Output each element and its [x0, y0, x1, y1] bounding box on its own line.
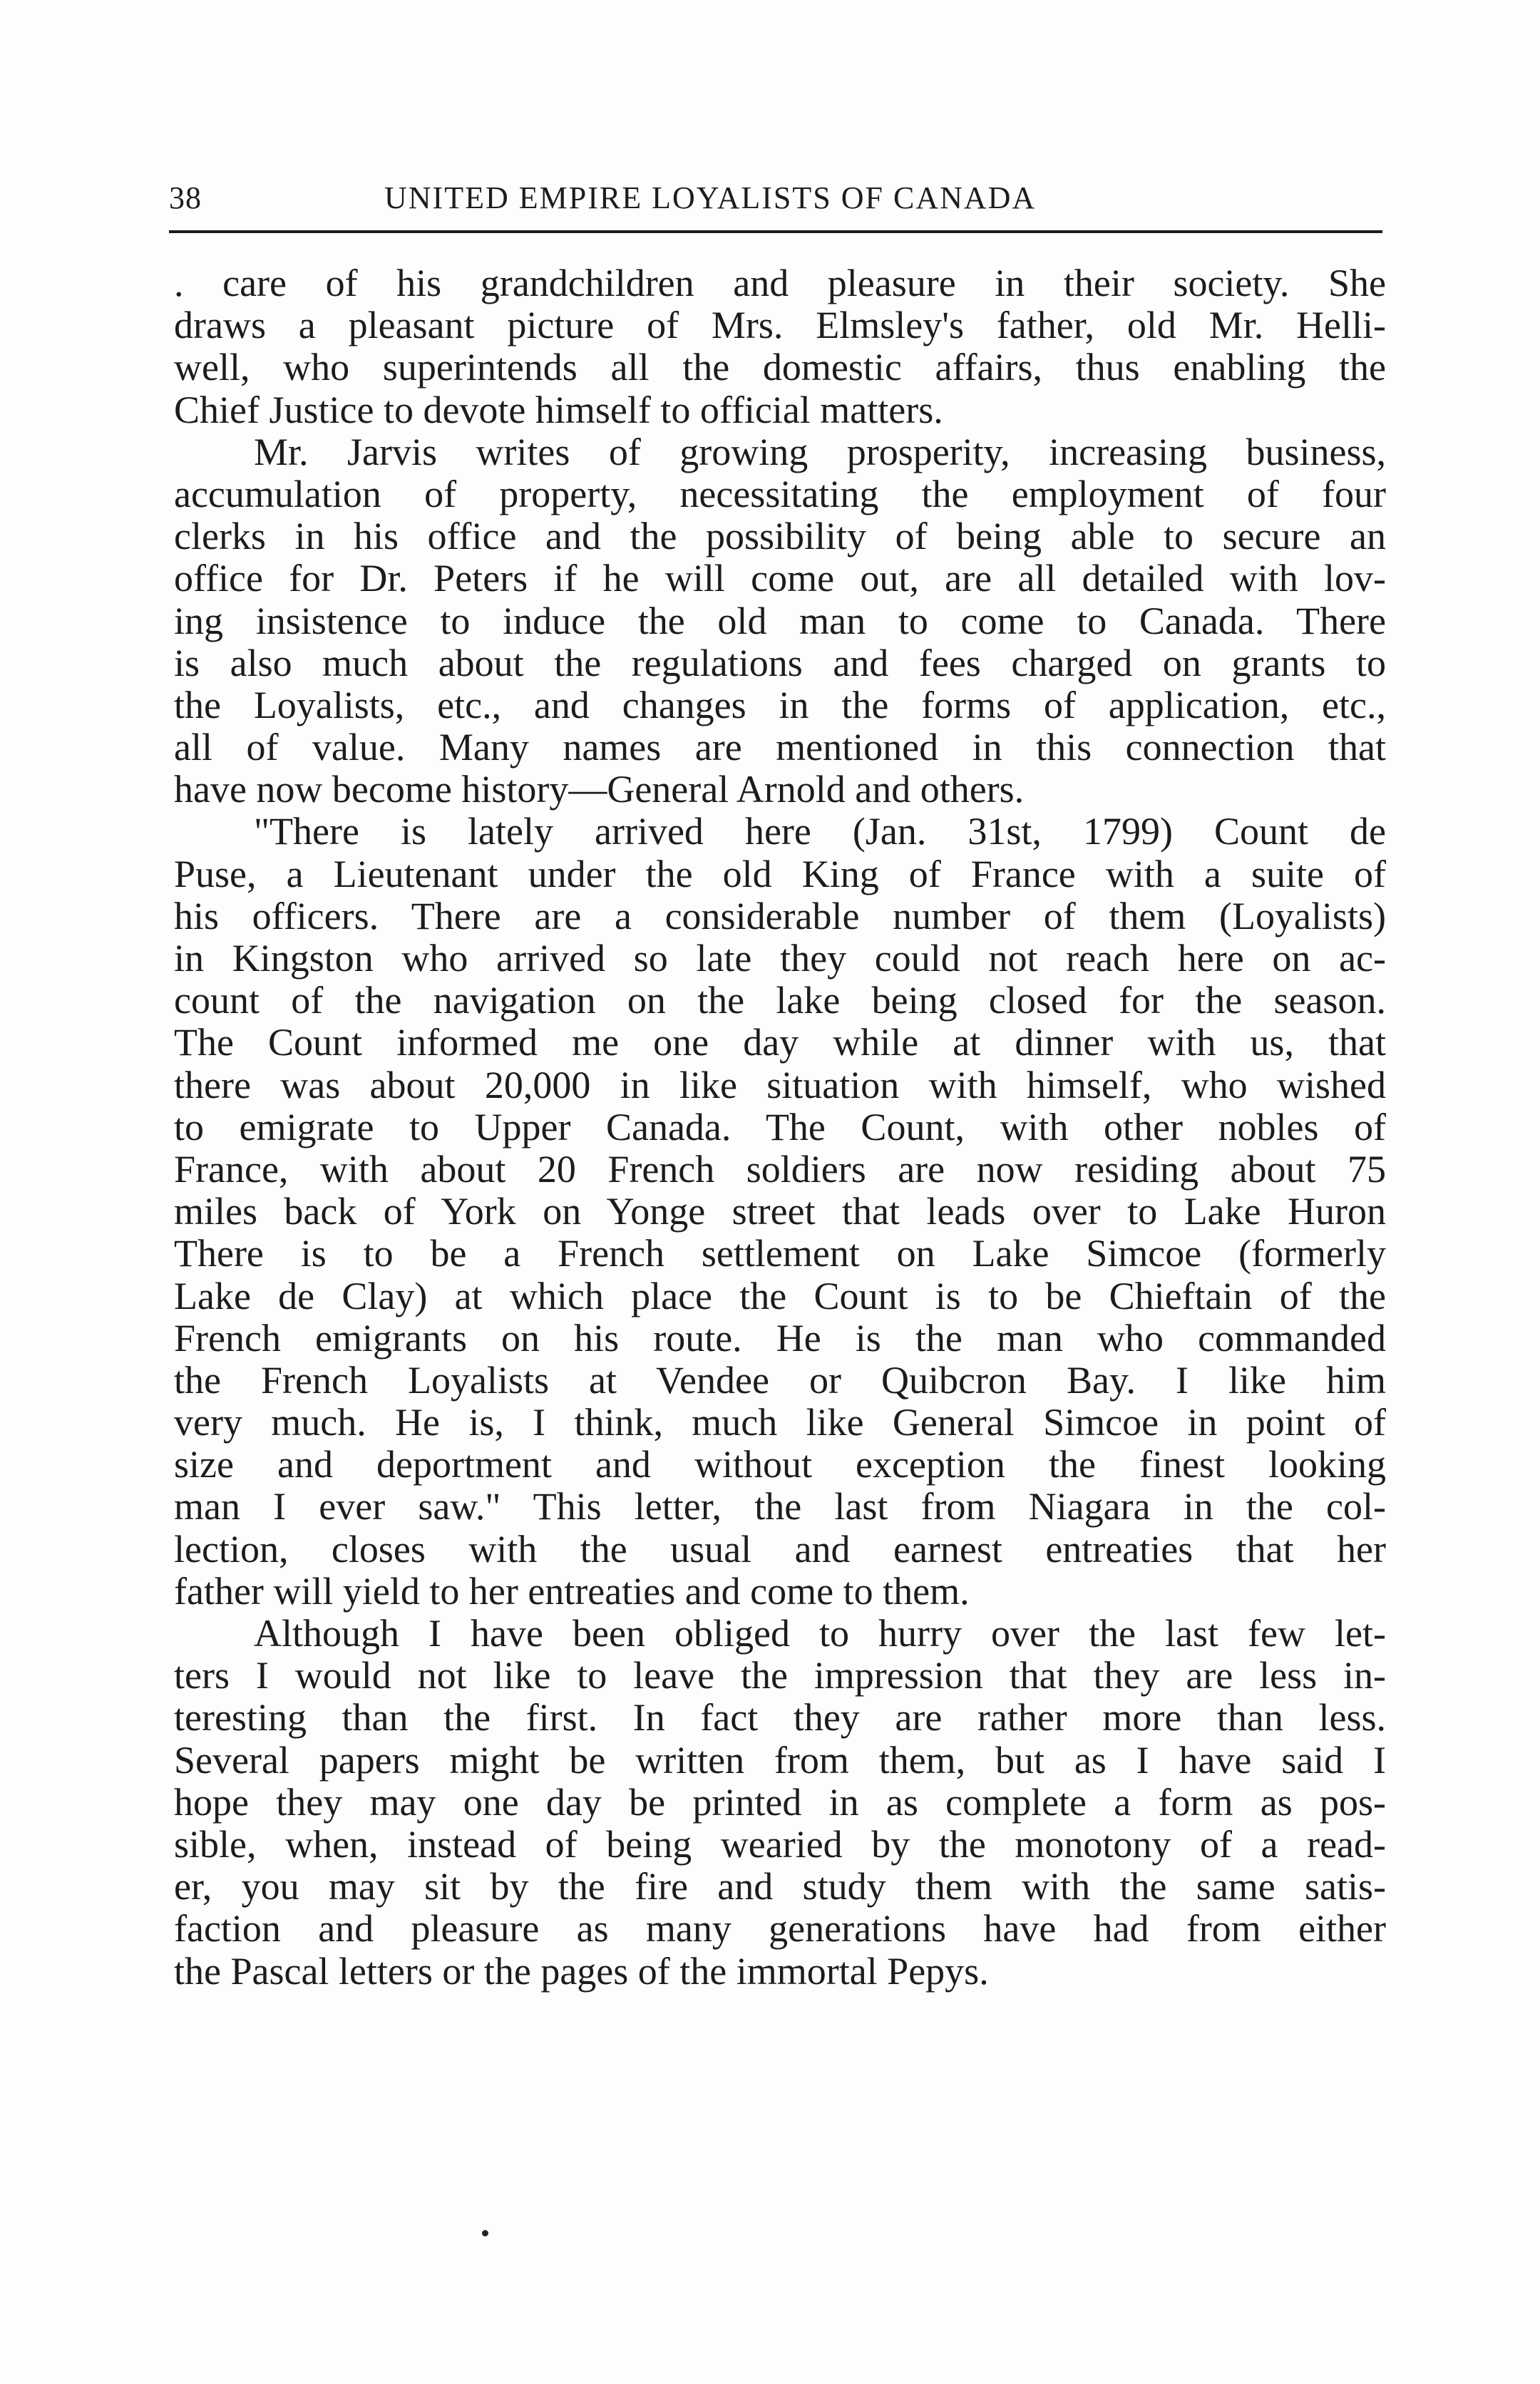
body-text — [174, 262, 1386, 1993]
text-line: er, you may sit by the fire and study them with the same satis- — [174, 1865, 1386, 1908]
text-line: is also much about the regulations and fees charged on grants to — [174, 641, 1386, 684]
text-line: Several papers might be written from them, but as I have said I — [174, 1738, 1386, 1782]
text-line: Puse, a Lieutenant under the old King of France with a suite of — [174, 852, 1386, 895]
text-line: miles back of York on Yonge street that leads over to Lake Huron — [174, 1190, 1386, 1233]
text-line: hope they may one day be printed in as complete a form as pos- — [174, 1780, 1386, 1824]
text-line: There is to be a French settlement on Lake Simcoe (formerly — [174, 1232, 1386, 1275]
paragraph-3 — [174, 811, 1386, 1613]
text-line: ing insistence to induce the old man to come to Canada. There — [174, 599, 1386, 642]
stray-ink-dot — [482, 2230, 488, 2236]
running-title: UNITED EMPIRE LOYALISTS OF CANADA — [384, 180, 1037, 215]
text-line: very much. He is, I think, much like General Simcoe in point of — [174, 1401, 1386, 1444]
text-line: teresting than the first. In fact they are rather more than less. — [174, 1696, 1386, 1740]
text-line: Lake de Clay) at which place the Count is to be Chieftain of the — [174, 1274, 1386, 1317]
text-line: to emigrate to Upper Canada. The Count, with other nobles of — [174, 1105, 1386, 1149]
text-line: France, with about 20 French soldiers are now residing about 75 — [174, 1147, 1386, 1191]
text-line: the Pascal letters or the pages of the immortal Pepys. — [174, 1949, 989, 1993]
text-line: The Count informed me one day while at dinner with us, that — [174, 1021, 1386, 1064]
text-line: ters I would not like to leave the impression that they are less in- — [174, 1654, 1386, 1697]
text-line: "There is lately arrived here (Jan. 31st, 1799) Count de — [254, 810, 1386, 853]
text-line: French emigrants on his route. He is the man who commanded — [174, 1316, 1386, 1360]
text-line: size and deportment and without exception the finest looking — [174, 1443, 1386, 1486]
text-line: . care of his grandchildren and pleasure in their society. She — [174, 262, 1386, 304]
text-line: in Kingston who arrived so late they could not reach here on ac- — [174, 937, 1386, 980]
text-line: count of the navigation on the lake being closed for the season. — [174, 979, 1386, 1022]
text-line: Mr. Jarvis writes of growing prosperity, increasing business, — [254, 430, 1386, 473]
page-number: 38 — [169, 180, 202, 215]
text-line: clerks in his office and the possibility of being able to secure an — [174, 515, 1386, 558]
paragraph-4 — [174, 1613, 1386, 1993]
text-line: the French Loyalists at Vendee or Quibcron Bay. I like him — [174, 1358, 1386, 1402]
text-line: have now become history—General Arnold and others. — [174, 768, 1025, 811]
running-head — [169, 177, 1382, 220]
text-line: the Loyalists, etc., and changes in the forms of application, etc., — [174, 683, 1386, 726]
text-line: Although I have been obliged to hurry over the last few let- — [254, 1612, 1386, 1655]
text-line: there was about 20,000 in like situation with himself, who wished — [174, 1063, 1386, 1106]
header-rule — [169, 230, 1382, 233]
paragraph-1 — [174, 262, 1386, 431]
text-line: accumulation of property, necessitating the employment of four — [174, 472, 1386, 515]
text-line: his officers. There are a considerable number of them (Loyalists) — [174, 894, 1386, 937]
text-line: father will yield to her entreaties and come to them. — [174, 1569, 970, 1613]
text-line: Chief Justice to devote himself to official matters. — [174, 388, 943, 431]
text-line: well, who superintends all the domestic affairs, thus enabling the — [174, 346, 1386, 389]
text-line: draws a pleasant picture of Mrs. Elmsley's father, old Mr. Helli- — [174, 304, 1386, 347]
paragraph-2 — [174, 431, 1386, 811]
text-line: sible, when, instead of being wearied by the monotony of a read- — [174, 1822, 1386, 1866]
text-line: office for Dr. Peters if he will come out, are all detailed with lov- — [174, 557, 1386, 600]
text-line: man I ever saw." This letter, the last from Niagara in the col- — [174, 1485, 1386, 1528]
text-line: lection, closes with the usual and earnest entreaties that her — [174, 1527, 1386, 1571]
text-line: all of value. Many names are mentioned in this connection that — [174, 726, 1386, 769]
text-line: faction and pleasure as many generations have had from either — [174, 1907, 1386, 1951]
